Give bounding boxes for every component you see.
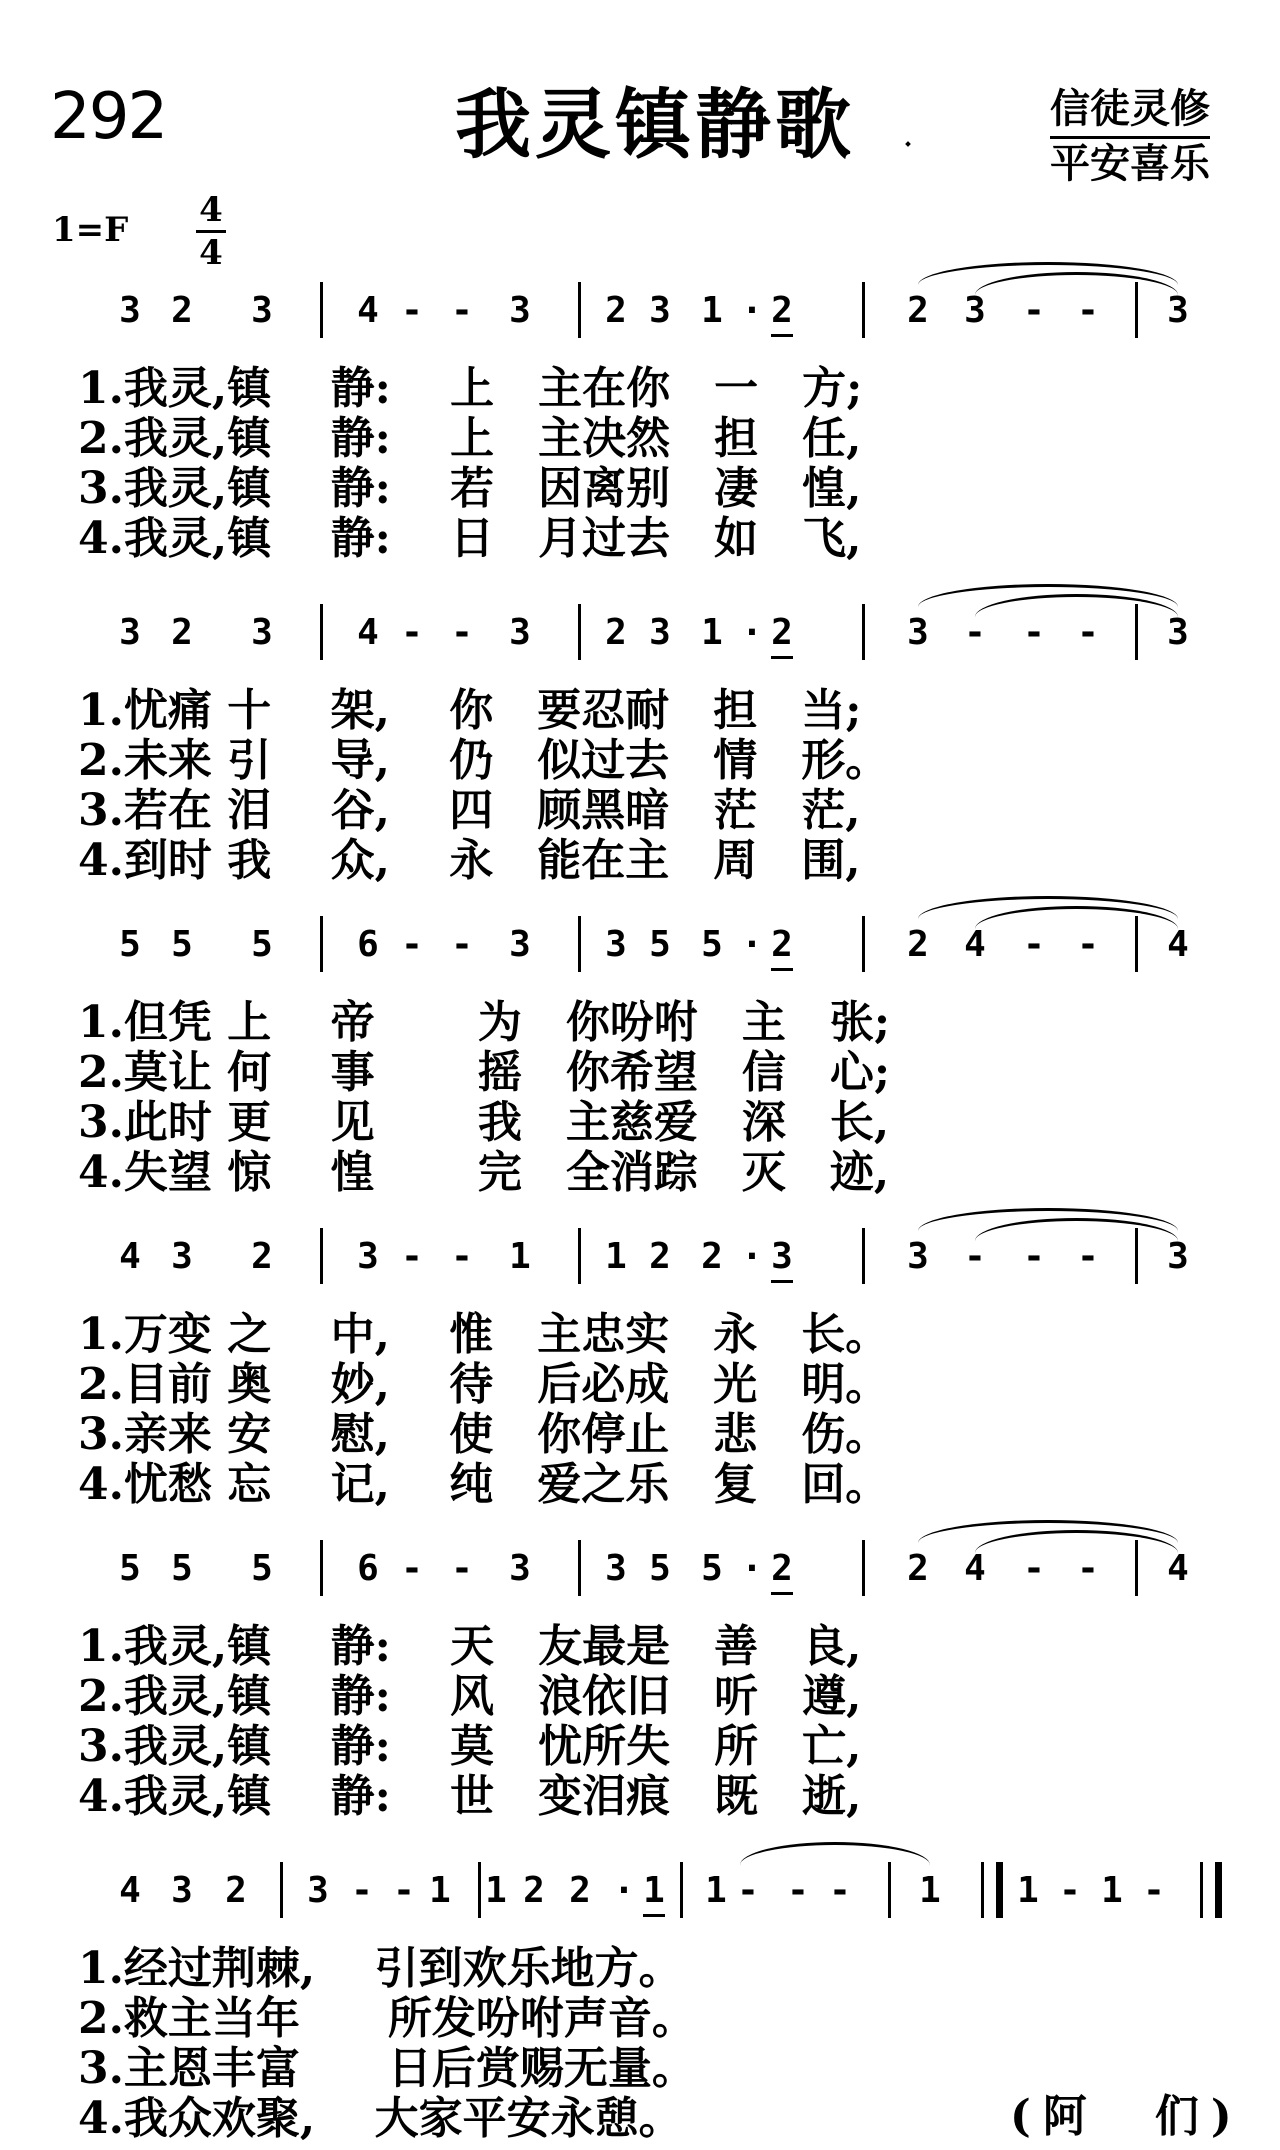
note: 1	[1017, 1870, 1039, 1911]
hold-dash: -	[1023, 1236, 1045, 1277]
note: 3	[1167, 612, 1189, 653]
lyric-line: 2.莫让 何 事 摇 你希望 信 心;	[78, 1047, 891, 1098]
note: 6	[357, 1548, 379, 1589]
note: 3	[768, 1236, 796, 1277]
note: 4	[1167, 924, 1189, 965]
note: 2	[768, 290, 796, 331]
hymn-title: 我灵镇静歌	[455, 80, 855, 169]
credits	[1050, 84, 1210, 189]
time-signature-top: 4	[196, 190, 226, 233]
hold-dash: -	[829, 1870, 851, 1911]
bar-line	[320, 1540, 323, 1596]
note: 5	[171, 924, 193, 965]
note: 5	[701, 924, 723, 965]
hold-dash: -	[451, 612, 473, 653]
note: 1	[1101, 1870, 1123, 1911]
note: 2	[523, 1870, 545, 1911]
amen-text: (阿 们)	[1010, 2091, 1244, 2142]
note: 5	[649, 1548, 671, 1589]
bar-line	[862, 282, 865, 338]
notes-row	[0, 602, 1280, 662]
lyric-line: 2.未来 引 导, 仍 似过去 情 形。	[78, 735, 890, 786]
note: 2	[171, 290, 193, 331]
note: 3	[649, 290, 671, 331]
hold-dash: -	[401, 290, 423, 331]
lyric-line: 3.我灵,镇 静: 若 因离别 凄 惶,	[78, 463, 862, 514]
bar-line	[320, 604, 323, 660]
lyric-line: 1.万变 之 中, 惟 主忠实 永 长。	[78, 1309, 890, 1360]
bar-line	[578, 1540, 581, 1596]
lyric-line: 1.我灵,镇 静: 天 友最是 善 良,	[78, 1621, 862, 1672]
note: 4	[119, 1236, 141, 1277]
lyric-line: 4.我灵,镇 静: 日 月过去 如 飞,	[78, 513, 862, 564]
note: 3	[907, 612, 929, 653]
lyric-line: 4.我灵,镇 静: 世 变泪痕 既 逝,	[78, 1771, 862, 1822]
note: 2	[701, 1236, 723, 1277]
hold-dash: -	[1023, 924, 1045, 965]
note: 2	[569, 1870, 591, 1911]
note: 2	[225, 1870, 247, 1911]
hold-dash: -	[1023, 1548, 1045, 1589]
hold-dash: -	[1059, 1870, 1081, 1911]
hold-dash: -	[401, 1548, 423, 1589]
lyric-line: 2.目前 奥 妙, 待 后必成 光 明。	[78, 1359, 890, 1410]
note: 5	[119, 924, 141, 965]
note: 1	[509, 1236, 531, 1277]
note: 4	[964, 1548, 986, 1589]
lyric-line: 1.经过荆棘, 引到欢乐地方。	[78, 1943, 683, 1994]
lyric-line: 1.忧痛 十 架, 你 要忍耐 担 当;	[78, 685, 862, 736]
hold-dash: -	[1077, 290, 1099, 331]
hold-dash: -	[451, 290, 473, 331]
note: 2	[768, 612, 796, 653]
dot-mark: ·	[741, 612, 763, 653]
notes-row	[0, 1226, 1280, 1286]
notes-row	[0, 914, 1280, 974]
bar-line	[578, 282, 581, 338]
time-signature-bottom: 4	[199, 233, 223, 273]
notes-row	[0, 280, 1280, 340]
hold-dash: -	[451, 1548, 473, 1589]
double-bar-line	[1200, 1862, 1222, 1918]
note: 3	[964, 290, 986, 331]
hold-dash: -	[737, 1870, 759, 1911]
note: 2	[768, 1548, 796, 1589]
note: 2	[251, 1236, 273, 1277]
hold-dash: -	[401, 924, 423, 965]
note: 5	[701, 1548, 723, 1589]
dot-mark: ·	[613, 1870, 635, 1911]
note: 3	[605, 924, 627, 965]
note: 3	[509, 612, 531, 653]
credit-line-2: 平安喜乐	[1050, 141, 1210, 187]
hold-dash: -	[393, 1870, 415, 1911]
hymn-number: 292	[50, 80, 167, 154]
bar-line	[320, 1228, 323, 1284]
note: 3	[307, 1870, 329, 1911]
note: 2	[605, 612, 627, 653]
dot-mark: ·	[741, 1548, 763, 1589]
note: 2	[171, 612, 193, 653]
hold-dash: -	[1077, 924, 1099, 965]
note: 3	[509, 924, 531, 965]
note: 4	[357, 290, 379, 331]
lyric-line: 4.我众欢聚, 大家平安永憩。	[78, 2093, 683, 2144]
note: 3	[605, 1548, 627, 1589]
note: 1	[485, 1870, 507, 1911]
note: 5	[649, 924, 671, 965]
lyric-line: 1.但凭 上 帝 为 你吩咐 主 张;	[78, 997, 891, 1048]
note: 3	[357, 1236, 379, 1277]
hold-dash: -	[1077, 1548, 1099, 1589]
hold-dash: -	[1023, 290, 1045, 331]
bar-line	[888, 1862, 891, 1918]
note: 2	[605, 290, 627, 331]
tie-arc	[740, 1842, 930, 1865]
note: 3	[907, 1236, 929, 1277]
lyric-line: 3.主恩丰富 日后赏赐无量。	[78, 2043, 696, 2094]
note: 4	[119, 1870, 141, 1911]
hold-dash: -	[1077, 612, 1099, 653]
bar-line	[862, 916, 865, 972]
hold-dash: -	[401, 1236, 423, 1277]
lyric-line: 1.我灵,镇 静: 上 主在你 一 方;	[78, 363, 863, 414]
note: 3	[649, 612, 671, 653]
time-signature	[196, 190, 226, 273]
hold-dash: -	[1077, 1236, 1099, 1277]
note: 1	[640, 1870, 668, 1911]
note: 1	[429, 1870, 451, 1911]
double-bar-line	[981, 1862, 1003, 1918]
note: 5	[171, 1548, 193, 1589]
hold-dash: -	[351, 1870, 373, 1911]
key-signature: 1=F	[52, 210, 129, 250]
note: 1	[701, 612, 723, 653]
hold-dash: -	[451, 924, 473, 965]
credit-line-1: 信徒灵修	[1050, 84, 1210, 139]
hold-dash: -	[401, 612, 423, 653]
note: 3	[171, 1870, 193, 1911]
bar-line	[578, 1228, 581, 1284]
bar-line	[862, 604, 865, 660]
note: 3	[509, 290, 531, 331]
lyric-line: 3.若在 泪 谷, 四 顾黑暗 茫 茫,	[78, 785, 861, 836]
note: 2	[649, 1236, 671, 1277]
note: 4	[964, 924, 986, 965]
note: 2	[907, 290, 929, 331]
dot-mark: ·	[741, 290, 763, 331]
hold-dash: -	[787, 1870, 809, 1911]
note: 4	[357, 612, 379, 653]
lyric-line: 3.我灵,镇 静: 莫 忧所失 所 亡,	[78, 1721, 862, 1772]
bar-line	[320, 916, 323, 972]
stray-mark	[905, 141, 911, 147]
note: 5	[119, 1548, 141, 1589]
note: 1	[705, 1870, 727, 1911]
note: 1	[919, 1870, 941, 1911]
bar-line	[280, 1862, 283, 1918]
note: 6	[357, 924, 379, 965]
bar-line	[680, 1862, 683, 1918]
note: 3	[119, 612, 141, 653]
bar-line	[862, 1540, 865, 1596]
note: 2	[907, 924, 929, 965]
dot-mark: ·	[741, 1236, 763, 1277]
bar-line	[578, 604, 581, 660]
note: 3	[1167, 1236, 1189, 1277]
note: 3	[509, 1548, 531, 1589]
note: 3	[171, 1236, 193, 1277]
hold-dash: -	[451, 1236, 473, 1277]
note: 2	[768, 924, 796, 965]
note: 5	[251, 924, 273, 965]
lyric-line: 2.我灵,镇 静: 风 浪依旧 听 遵,	[78, 1671, 862, 1722]
hold-dash: -	[964, 612, 986, 653]
lyric-line: 3.亲来 安 慰, 使 你停止 悲 伤。	[78, 1409, 890, 1460]
note: 3	[119, 290, 141, 331]
notes-row	[0, 1538, 1280, 1598]
hold-dash: -	[1143, 1870, 1165, 1911]
lyric-line: 4.失望 惊 惶 完 全消踪 灭 迹,	[78, 1147, 890, 1198]
hold-dash: -	[1023, 612, 1045, 653]
note: 1	[701, 290, 723, 331]
bar-line	[478, 1862, 481, 1918]
bar-line	[578, 916, 581, 972]
lyric-line: 2.救主当年 所发吩咐声音。	[78, 1993, 696, 2044]
notes-row	[0, 1860, 1280, 1920]
note: 3	[251, 612, 273, 653]
note: 5	[251, 1548, 273, 1589]
bar-line	[862, 1228, 865, 1284]
lyric-line: 4.忧愁 忘 记, 纯 爱之乐 复 回。	[78, 1459, 890, 1510]
note: 1	[605, 1236, 627, 1277]
note: 3	[1167, 290, 1189, 331]
bar-line	[320, 282, 323, 338]
note: 3	[251, 290, 273, 331]
lyric-line: 2.我灵,镇 静: 上 主决然 担 任,	[78, 413, 862, 464]
lyric-line: 4.到时 我 众, 永 能在主 周 围,	[78, 835, 861, 886]
dot-mark: ·	[741, 924, 763, 965]
note: 4	[1167, 1548, 1189, 1589]
lyric-line: 3.此时 更 见 我 主慈爱 深 长,	[78, 1097, 890, 1148]
note: 2	[907, 1548, 929, 1589]
hold-dash: -	[964, 1236, 986, 1277]
